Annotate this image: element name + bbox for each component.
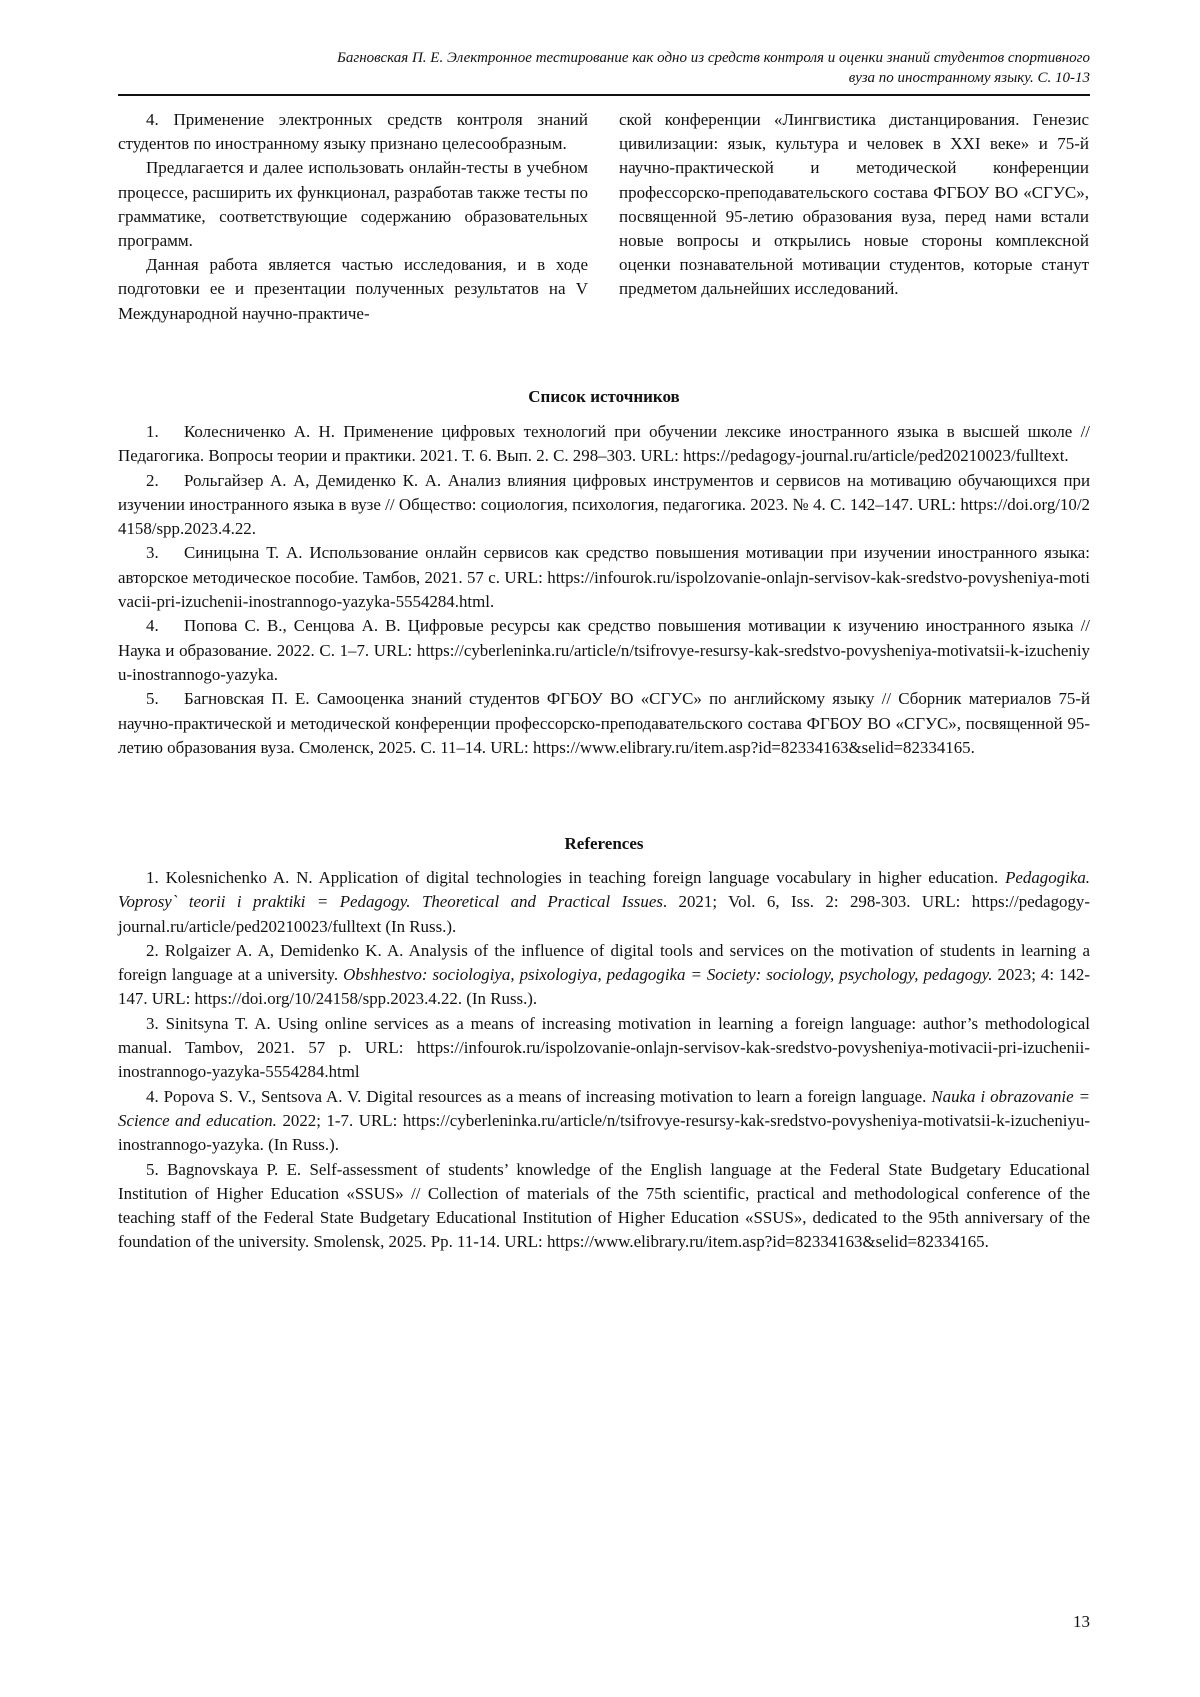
source-item (118, 469, 1090, 542)
reference-text: 4. Popova S. V., Sentsova A. V. Digital resources as a means of increasing motivation to learn a foreign language. (146, 1087, 931, 1106)
reference-text-tail: . 2021; Vol. 6, Iss. 2: 298-303. URL: https://pedagogy-journal.ru/article/ped20210023/fulltext (In Russ.). (118, 892, 1090, 935)
source-text: Синицына Т. А. Использование онлайн сервисов как средство повышения мотивации при изучении иностранного языка: авторское методическое пособие. Тамбов, 2021. 57 с. URL: (118, 543, 1090, 586)
body-column-left (118, 108, 588, 326)
reference-text: 1. Kolesnichenko A. N. Application of digital technologies in teaching foreign language vocabulary in higher education. (146, 868, 1005, 887)
body-paragraph: Данная работа является частью исследования, и в ходе подготовки ее и презентации полученных результатов на V Международной научно-практиче- (118, 253, 588, 326)
reference-text: 2. Rolgaizer A. A, Demidenko K. A. Analysis of the influence of digital tools and services on the motivation of students in learning a foreign language at a university. (118, 941, 1090, 984)
body-paragraph-continued: ской конференции «Лингвистика дистанцирования. Генезис цивилизации: язык, культура и человек в XXI веке» и 75-й научно-практической и методической конференции профессорско-преподавательского состава ФГБОУ ВО «СГУС», посвященной 95-летию образования вуза, перед нами встали новые вопросы и открылись новые стороны комплексной оценки познавательной мотивации студентов, которые станут предметом дальнейших исследований. (619, 108, 1089, 302)
reference-item (118, 1158, 1090, 1255)
source-item (118, 420, 1090, 469)
source-number: 4. (146, 614, 184, 638)
reference-item (118, 1012, 1090, 1085)
source-number: 5. (146, 687, 184, 711)
sources-title: Список источников (118, 385, 1090, 409)
body-column-right (619, 108, 1089, 302)
reference-text-tail: 2022; 1-7. URL: https://cyberleninka.ru/article/n/tsifrovye-resursy-kak-sredstvo-povysheniya-motivatsii-k-izucheniyu-inostrannogo-yazyka. (In Russ.). (118, 1111, 1090, 1154)
source-link[interactable]: https://cyberleninka.ru/article/n/tsifrovye-resursy-kak-sredstvo-povysheniya-motivatsii-k-izucheniyu-inostrannogo-yazyka. (118, 641, 1090, 684)
reference-journal: Nauka i obrazovanie = Science and education. (118, 1087, 1090, 1130)
running-header (118, 48, 1090, 88)
sources-list (118, 420, 1090, 760)
source-number: 1. (146, 420, 184, 444)
source-number: 2. (146, 469, 184, 493)
references-list (118, 866, 1090, 1255)
reference-journal: Pedagogika. Voprosy` teorii i praktiki = Pedagogy. Theoretical and Practical Issues (118, 868, 1090, 911)
reference-text: 5. Bagnovskaya P. E. Self-assessment of students’ knowledge of the English language at the Federal State Budgetary Educational Institution of Higher Education «SSUS» // Collection of materials of the 75th scientific, practical and methodological conference of the teaching staff of the Federal State Budgetary Educational Institution of Higher Education «SSUS», dedicated to the 95th anniversary of the foundation of the university. Smolensk, 2025. Pp. 11-14. URL: https://www.elibrary.ru/item.asp?id=82334163&selid=82334165. (118, 1160, 1090, 1252)
reference-text: 3. Sinitsyna T. A. Using online services as a means of increasing motivation in learning a foreign language: author’s methodological manual. Tambov, 2021. 57 p. URL: https://infourok.ru/ispolzovanie-onlajn-servisov-kak-sredstvo-povysheniya-motivacii-pri-izuchenii-inostrannogo-yazyka-5554284.html (118, 1014, 1090, 1082)
source-text: Рольгайзер А. А, Демиденко К. А. Анализ влияния цифровых инструментов и сервисов на мотивацию обучающихся при изучении иностранного языка в вузе // Общество: социология, психология, педагогика. 2023. № 4. С. 142–147. URL: (118, 471, 1090, 514)
source-link[interactable]: https://www.elibrary.ru/item.asp?id=82334163&selid=82334165. (533, 738, 975, 757)
source-link[interactable]: https://doi.org/10/24158/spp.2023.4.22. (118, 495, 1090, 538)
source-item (118, 614, 1090, 687)
source-text: Колесниченко А. Н. Применение цифровых технологий при обучении лексике иностранного языка в высшей школе // Педагогика. Вопросы теории и практики. 2021. Т. 6. Вып. 2. С. 298–303. URL: (118, 422, 1090, 465)
reference-item (118, 1085, 1090, 1158)
source-item (118, 687, 1090, 760)
reference-item (118, 939, 1090, 1012)
source-number: 3. (146, 541, 184, 565)
reference-journal: Obshhestvo: sociologiya, psixologiya, pedagogika = Society: sociology, psychology, pedagogy. (343, 965, 992, 984)
running-header-line-2: вуза по иностранному языку. С. 10-13 (118, 68, 1090, 88)
page-number: 13 (1040, 1611, 1090, 1633)
source-link[interactable]: https://infourok.ru/ispolzovanie-onlajn-servisov-kak-sredstvo-povysheniya-motivacii-pri-izuchenii-inostrannogo-yazyka-5554284.html. (118, 568, 1090, 611)
body-paragraph: Предлагается и далее использовать онлайн-тесты в учебном процессе, расширить их функционал, разработав также тесты по грамматике, соответствующие содержанию образовательных программ. (118, 156, 588, 253)
source-text: Попова С. В., Сенцова А. В. Цифровые ресурсы как средство повышения мотивации к изучению иностранного языка // Наука и образование. 2022. С. 1–7. URL: (118, 616, 1090, 659)
body-paragraph: 4. Применение электронных средств контроля знаний студентов по иностранному языку признано целесообразным. (118, 108, 588, 156)
header-divider (118, 94, 1090, 96)
reference-item (118, 866, 1090, 939)
source-link[interactable]: https://pedagogy-journal.ru/article/ped20210023/fulltext. (683, 446, 1069, 465)
source-item (118, 541, 1090, 614)
reference-text-tail: 2023; 4: 142-147. URL: https://doi.org/10/24158/spp.2023.4.22. (In Russ.). (118, 965, 1090, 1008)
references-title: References (118, 832, 1090, 856)
source-text: Багновская П. Е. Самооценка знаний студентов ФГБОУ ВО «СГУС» по английскому языку // Сборник материалов 75-й научно-практической и методической конференции профессорско-преподавательского состава ФГБОУ ВО «СГУС», посвященной 95-летию образования вуза. Смоленск, 2025. С. 11–14. URL: (118, 689, 1090, 757)
running-header-line-1: Багновская П. Е. Электронное тестирование как одно из средств контроля и оценки знаний студентов спортивного (118, 48, 1090, 68)
